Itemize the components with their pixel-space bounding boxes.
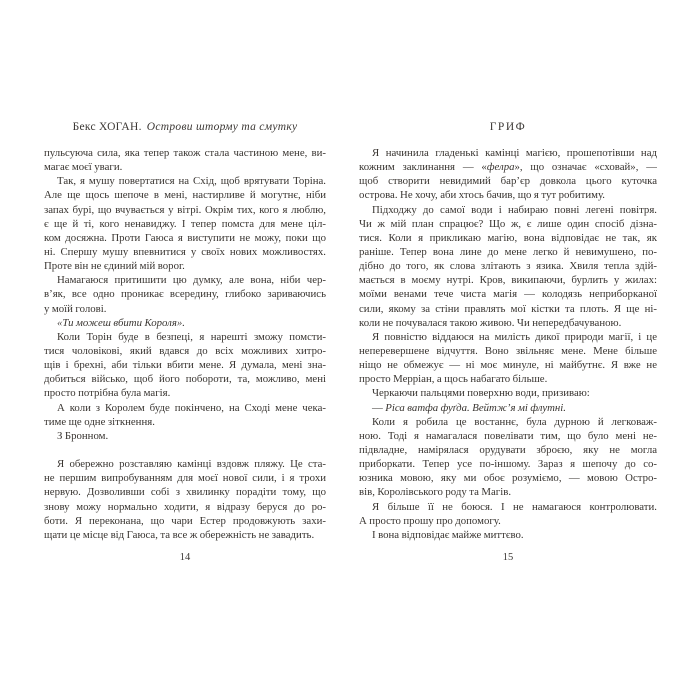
chapter-title: ГРИФ	[489, 121, 527, 133]
text-line: магає моєї уваги.	[44, 161, 123, 174]
text-line: А просто прошу про допомогу.	[359, 514, 501, 527]
text-line: в’як, все одно проникає всередину, глибоко зариваючись	[44, 288, 326, 301]
left-page-number: 14	[179, 552, 191, 563]
text-line: Коли Торін буде в безпеці, я нарешті зможу помсти-	[57, 330, 326, 343]
text-line: Черкаючи пальцями поверхню води, призиваю:	[372, 387, 590, 400]
text-line: тися чоловікові, який вдався до всіх можливих хитро-	[44, 344, 326, 357]
text-line: ною. Тоді я намагалася повелівати тим, що було мені не-	[359, 429, 657, 442]
text-line: Я повністю віддаюся на милість дикої природи магії, і це	[372, 330, 657, 343]
text-line: вів, Королівського роду та Магів.	[359, 486, 512, 499]
text-line: просто потрібна була магія.	[44, 387, 171, 400]
text-line: коли не почувалася такою живою. Чи непередбачуваною.	[359, 316, 622, 329]
text-line: дібно до того, як слова злітають з язика. Хвиля тепла здій-	[359, 260, 657, 273]
text-line: мається в моєму нутрі. Кров, википаючи, бурлить у жилах:	[359, 274, 657, 287]
text-segment: —	[372, 401, 386, 414]
text-line: у моїй голові.	[44, 302, 107, 315]
text-line: добиться військо, щоб його побороти, та, можливо, мені	[44, 373, 326, 386]
text-line: Але ще щось шепоче в мені, настирливе й могутнє, ніби	[44, 189, 326, 202]
text-line: А коли з Королем буде покінчено, на Сході мене чека-	[57, 401, 326, 414]
left-page-body	[44, 146, 326, 542]
text-line: І вона відповідає майже миттєво.	[372, 528, 524, 541]
text-line: нервую. Дозволивши собі з хвилинку порадіти тому, що	[44, 486, 326, 499]
running-head-book-title: Острови шторму та смутку	[146, 121, 298, 133]
left-running-head	[44, 121, 326, 135]
left-page	[44, 121, 326, 563]
right-page	[359, 121, 657, 563]
text-line: острова. Не хочу, аби хтось бачив, що я тут робитиму.	[359, 189, 605, 202]
text-line: просто Мерріан, а щось набагато більше.	[359, 373, 548, 386]
text-line: «Ти можеш вбити Короля».	[57, 316, 185, 329]
incantation-text: Ріса ватфа фуґда. Вейтж’я мі флутні.	[385, 401, 566, 414]
right-page-number: 15	[502, 552, 514, 563]
text-line: щів і брехні, аби тільки вбити мене. Я думала, мені зна-	[44, 359, 326, 372]
text-line: не першим випробуванням для моєї нової сили, і я трохи	[44, 472, 326, 485]
text-line: Намагаюся притишити цю думку, але вона, ніби чер-	[57, 274, 326, 287]
text-line: моїми венами тече чиста магія — колодязь неприборканої	[359, 288, 657, 301]
text-line: Я обережно розставляю камінці вздовж пляжу. Це ста-	[57, 458, 326, 471]
incantation-text: фелра	[486, 161, 515, 174]
text-line	[359, 401, 657, 415]
text-line: Чи ж мій план спрацює? Що ж, є лише один спосіб дізна-	[359, 217, 657, 230]
text-line: приборкати. Тепер усе по-іншому. Зараз я шепочу до со-	[359, 458, 657, 471]
text-segment: кожним заклинання — «	[359, 161, 487, 174]
text-line: ні. Спершу мушу впевнитися у своїх нових можливостях.	[44, 245, 326, 258]
text-line: щати це місце від Гаюса, та все ж обережність не завадить.	[44, 528, 315, 541]
text-line	[359, 160, 657, 174]
text-line: Я більше її не боюся. І не намагаюся контролювати.	[372, 500, 657, 513]
text-line: З Бронном.	[57, 429, 109, 442]
text-line: знову можу нормально ходити, я відразу беруся до ро-	[44, 500, 326, 513]
text-line: запах бурі, що вчувається у вітрі. Окрім тих, кого я люблю,	[44, 203, 326, 216]
text-line: тися. Коли я прикликаю магію, вона відповідає не так, як	[359, 231, 657, 244]
text-line: сили, якому за стіни правлять мої кістки та плоть. Я ще ні-	[359, 302, 657, 315]
text-line: Підходжу до самої води і набираю повні легені повітря.	[372, 203, 657, 216]
text-line: пульсуюча сила, яка тепер також стала частиною мене, ви-	[44, 147, 326, 159]
running-head-author: Бекс ХОГАН.	[72, 121, 142, 133]
text-line: ком досяжна. Проти Гаюса я виступити не можу, поки що	[44, 231, 326, 244]
text-line: тиме ще одне зіткнення.	[44, 415, 155, 428]
text-line: ніщо не обмежує — ні моє минуле, ні майбутнє. Я вже не	[359, 359, 657, 372]
text-line: Так, я мушу повертатися на Схід, щоб врятувати Торіна.	[57, 175, 326, 188]
text-line: юзника мовою, яку ми обоє розуміємо, — мовою Остро-	[359, 472, 657, 485]
text-line: Проте він не єдиний мій ворог.	[44, 260, 185, 273]
text-segment: », що означає «сховай», —	[514, 161, 657, 174]
text-line: боти. Я переконана, що чари Естер продовжують захи-	[44, 514, 326, 527]
right-page-body	[359, 146, 657, 542]
text-line: підвладне, намірялася орудувати зброєю, яку не могла	[359, 443, 657, 456]
text-line: раніше. Тепер вона лине до мене легко й невимушено, по-	[359, 245, 657, 258]
text-line: неперевершене відчуття. Воно звільняє мене. Мене більше	[359, 344, 657, 357]
text-line: щоб створити невидимий бар’єр довкола цього куточка	[359, 175, 657, 188]
text-line: Коли я робила це востаннє, була дурною й легковаж-	[372, 415, 657, 428]
text-line: Я начинила гладенькі камінці магією, прошепотівши над	[372, 147, 657, 159]
right-running-head	[359, 121, 657, 135]
text-line: є ще й ті, кого ненавиджу. І тепер помста для мене ціл-	[44, 217, 326, 230]
